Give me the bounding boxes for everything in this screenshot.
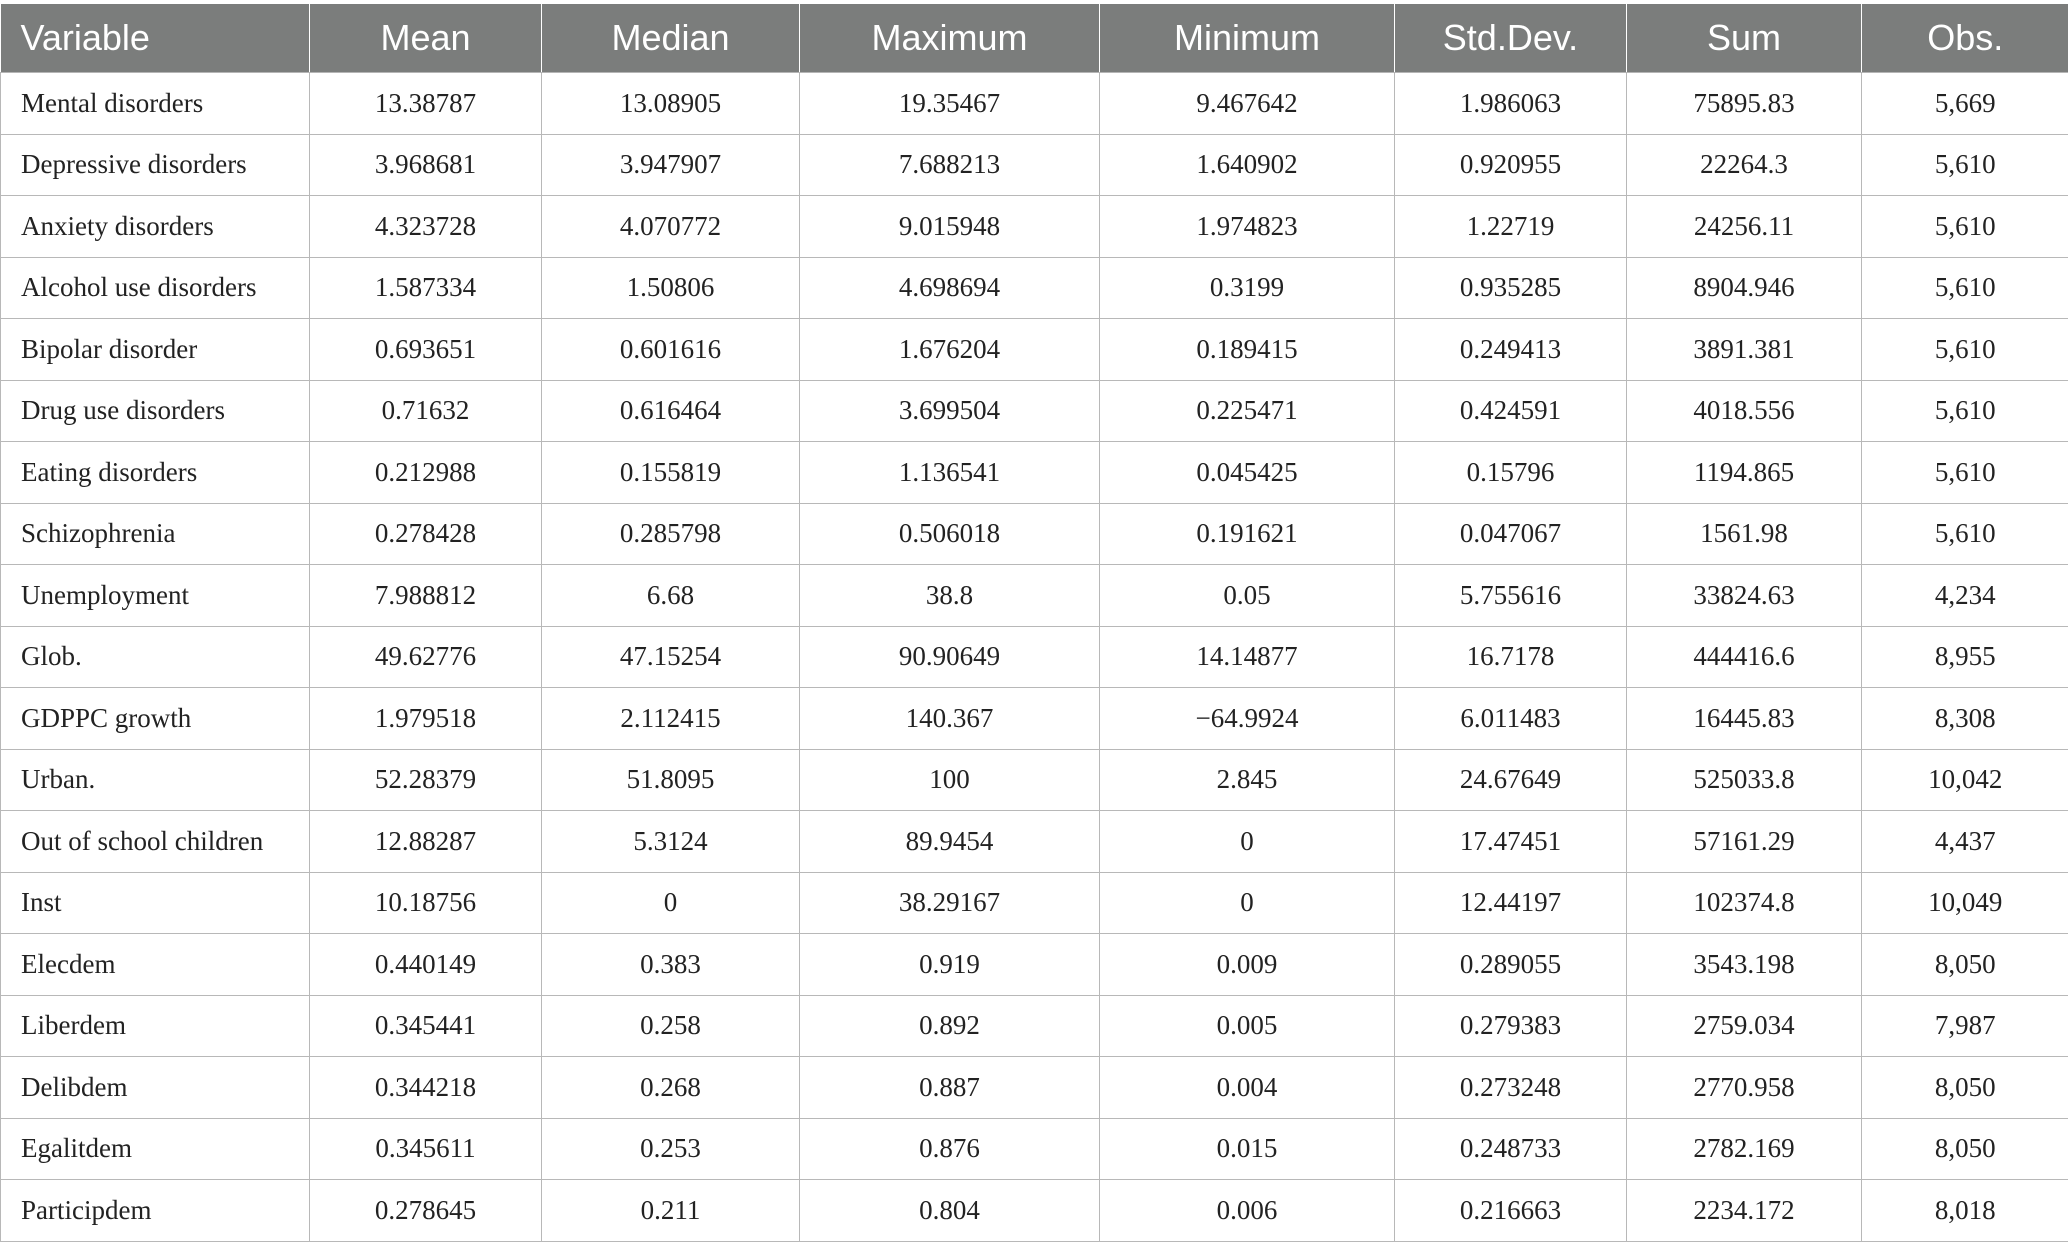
cell-std-dev: 0.047067 bbox=[1395, 503, 1627, 565]
cell-std-dev: 0.273248 bbox=[1395, 1057, 1627, 1119]
column-header-sum: Sum bbox=[1627, 4, 1862, 73]
cell-std-dev: 0.15796 bbox=[1395, 442, 1627, 504]
cell-median: 6.68 bbox=[542, 565, 800, 627]
row-label: Mental disorders bbox=[1, 73, 310, 135]
cell-obs: 5,610 bbox=[1862, 442, 2068, 504]
cell-mean: 10.18756 bbox=[310, 872, 542, 934]
column-header-median: Median bbox=[542, 4, 800, 73]
cell-std-dev: 0.216663 bbox=[1395, 1180, 1627, 1242]
cell-obs: 4,234 bbox=[1862, 565, 2068, 627]
cell-maximum: 9.015948 bbox=[800, 196, 1100, 258]
cell-obs: 5,610 bbox=[1862, 196, 2068, 258]
cell-mean: 7.988812 bbox=[310, 565, 542, 627]
table-row bbox=[1, 872, 2068, 934]
cell-median: 0.285798 bbox=[542, 503, 800, 565]
table-row bbox=[1, 688, 2068, 750]
cell-maximum: 140.367 bbox=[800, 688, 1100, 750]
cell-sum: 2234.172 bbox=[1627, 1180, 1862, 1242]
cell-median: 0.155819 bbox=[542, 442, 800, 504]
table-row bbox=[1, 73, 2068, 135]
cell-mean: 1.979518 bbox=[310, 688, 542, 750]
cell-minimum: −64.9924 bbox=[1100, 688, 1395, 750]
cell-median: 0.601616 bbox=[542, 319, 800, 381]
row-label: Liberdem bbox=[1, 995, 310, 1057]
cell-mean: 0.345441 bbox=[310, 995, 542, 1057]
cell-mean: 4.323728 bbox=[310, 196, 542, 258]
cell-minimum: 1.974823 bbox=[1100, 196, 1395, 258]
cell-std-dev: 0.249413 bbox=[1395, 319, 1627, 381]
row-label: Eating disorders bbox=[1, 442, 310, 504]
cell-mean: 0.693651 bbox=[310, 319, 542, 381]
table-row bbox=[1, 442, 2068, 504]
cell-minimum: 14.14877 bbox=[1100, 626, 1395, 688]
cell-mean: 13.38787 bbox=[310, 73, 542, 135]
descriptive-statistics-table bbox=[0, 4, 2068, 1242]
cell-median: 0.616464 bbox=[542, 380, 800, 442]
cell-maximum: 0.506018 bbox=[800, 503, 1100, 565]
table-row bbox=[1, 995, 2068, 1057]
cell-sum: 2759.034 bbox=[1627, 995, 1862, 1057]
cell-median: 0.268 bbox=[542, 1057, 800, 1119]
cell-sum: 57161.29 bbox=[1627, 811, 1862, 873]
cell-median: 0.211 bbox=[542, 1180, 800, 1242]
cell-sum: 4018.556 bbox=[1627, 380, 1862, 442]
row-label: Alcohol use disorders bbox=[1, 257, 310, 319]
cell-std-dev: 0.920955 bbox=[1395, 134, 1627, 196]
cell-maximum: 0.919 bbox=[800, 934, 1100, 996]
cell-obs: 8,050 bbox=[1862, 1118, 2068, 1180]
row-label: Elecdem bbox=[1, 934, 310, 996]
cell-std-dev: 17.47451 bbox=[1395, 811, 1627, 873]
cell-sum: 2770.958 bbox=[1627, 1057, 1862, 1119]
table-row bbox=[1, 811, 2068, 873]
cell-median: 0.258 bbox=[542, 995, 800, 1057]
cell-minimum: 0.005 bbox=[1100, 995, 1395, 1057]
cell-obs: 7,987 bbox=[1862, 995, 2068, 1057]
cell-obs: 5,610 bbox=[1862, 380, 2068, 442]
descriptive-statistics-table-container bbox=[0, 4, 2068, 1242]
cell-std-dev: 0.424591 bbox=[1395, 380, 1627, 442]
cell-minimum: 0 bbox=[1100, 811, 1395, 873]
column-header-minimum: Minimum bbox=[1100, 4, 1395, 73]
table-row bbox=[1, 380, 2068, 442]
cell-median: 47.15254 bbox=[542, 626, 800, 688]
cell-minimum: 1.640902 bbox=[1100, 134, 1395, 196]
cell-maximum: 1.676204 bbox=[800, 319, 1100, 381]
cell-minimum: 2.845 bbox=[1100, 749, 1395, 811]
table-row bbox=[1, 1118, 2068, 1180]
cell-sum: 444416.6 bbox=[1627, 626, 1862, 688]
cell-obs: 5,610 bbox=[1862, 503, 2068, 565]
cell-median: 0 bbox=[542, 872, 800, 934]
row-label: GDPPC growth bbox=[1, 688, 310, 750]
cell-minimum: 0.015 bbox=[1100, 1118, 1395, 1180]
cell-obs: 5,610 bbox=[1862, 257, 2068, 319]
column-header-obs: Obs. bbox=[1862, 4, 2068, 73]
cell-minimum: 0.009 bbox=[1100, 934, 1395, 996]
cell-maximum: 19.35467 bbox=[800, 73, 1100, 135]
cell-obs: 10,049 bbox=[1862, 872, 2068, 934]
cell-minimum: 0.225471 bbox=[1100, 380, 1395, 442]
cell-std-dev: 1.22719 bbox=[1395, 196, 1627, 258]
cell-obs: 8,308 bbox=[1862, 688, 2068, 750]
cell-sum: 2782.169 bbox=[1627, 1118, 1862, 1180]
table-row bbox=[1, 503, 2068, 565]
cell-std-dev: 1.986063 bbox=[1395, 73, 1627, 135]
cell-std-dev: 0.935285 bbox=[1395, 257, 1627, 319]
table-row bbox=[1, 1057, 2068, 1119]
cell-obs: 5,610 bbox=[1862, 134, 2068, 196]
row-label: Unemployment bbox=[1, 565, 310, 627]
column-header-variable: Variable bbox=[1, 4, 310, 73]
cell-maximum: 0.892 bbox=[800, 995, 1100, 1057]
cell-mean: 1.587334 bbox=[310, 257, 542, 319]
table-row bbox=[1, 934, 2068, 996]
table-row bbox=[1, 196, 2068, 258]
cell-obs: 8,955 bbox=[1862, 626, 2068, 688]
cell-maximum: 0.887 bbox=[800, 1057, 1100, 1119]
row-label: Glob. bbox=[1, 626, 310, 688]
cell-sum: 8904.946 bbox=[1627, 257, 1862, 319]
cell-obs: 5,669 bbox=[1862, 73, 2068, 135]
cell-mean: 0.345611 bbox=[310, 1118, 542, 1180]
cell-median: 0.253 bbox=[542, 1118, 800, 1180]
cell-std-dev: 5.755616 bbox=[1395, 565, 1627, 627]
row-label: Depressive disorders bbox=[1, 134, 310, 196]
cell-mean: 0.440149 bbox=[310, 934, 542, 996]
table-row bbox=[1, 626, 2068, 688]
cell-std-dev: 12.44197 bbox=[1395, 872, 1627, 934]
table-body bbox=[1, 73, 2068, 1242]
cell-mean: 0.344218 bbox=[310, 1057, 542, 1119]
cell-sum: 1194.865 bbox=[1627, 442, 1862, 504]
cell-maximum: 4.698694 bbox=[800, 257, 1100, 319]
column-header-std-dev: Std.Dev. bbox=[1395, 4, 1627, 73]
cell-sum: 22264.3 bbox=[1627, 134, 1862, 196]
cell-sum: 102374.8 bbox=[1627, 872, 1862, 934]
row-label: Inst bbox=[1, 872, 310, 934]
cell-obs: 10,042 bbox=[1862, 749, 2068, 811]
cell-mean: 3.968681 bbox=[310, 134, 542, 196]
cell-mean: 0.71632 bbox=[310, 380, 542, 442]
row-label: Egalitdem bbox=[1, 1118, 310, 1180]
cell-obs: 8,050 bbox=[1862, 934, 2068, 996]
table-row bbox=[1, 257, 2068, 319]
row-label: Bipolar disorder bbox=[1, 319, 310, 381]
cell-mean: 0.278645 bbox=[310, 1180, 542, 1242]
cell-minimum: 9.467642 bbox=[1100, 73, 1395, 135]
table-row bbox=[1, 1180, 2068, 1242]
cell-sum: 3543.198 bbox=[1627, 934, 1862, 996]
cell-median: 2.112415 bbox=[542, 688, 800, 750]
cell-mean: 52.28379 bbox=[310, 749, 542, 811]
cell-minimum: 0.045425 bbox=[1100, 442, 1395, 504]
cell-obs: 8,050 bbox=[1862, 1057, 2068, 1119]
cell-median: 0.383 bbox=[542, 934, 800, 996]
cell-minimum: 0 bbox=[1100, 872, 1395, 934]
cell-sum: 525033.8 bbox=[1627, 749, 1862, 811]
cell-maximum: 38.29167 bbox=[800, 872, 1100, 934]
table-row bbox=[1, 565, 2068, 627]
header-row bbox=[1, 4, 2068, 73]
table-row bbox=[1, 749, 2068, 811]
cell-maximum: 90.90649 bbox=[800, 626, 1100, 688]
cell-sum: 16445.83 bbox=[1627, 688, 1862, 750]
cell-minimum: 0.3199 bbox=[1100, 257, 1395, 319]
cell-sum: 75895.83 bbox=[1627, 73, 1862, 135]
cell-median: 4.070772 bbox=[542, 196, 800, 258]
cell-obs: 5,610 bbox=[1862, 319, 2068, 381]
cell-minimum: 0.189415 bbox=[1100, 319, 1395, 381]
cell-maximum: 89.9454 bbox=[800, 811, 1100, 873]
cell-obs: 4,437 bbox=[1862, 811, 2068, 873]
cell-median: 13.08905 bbox=[542, 73, 800, 135]
cell-mean: 0.212988 bbox=[310, 442, 542, 504]
cell-std-dev: 6.011483 bbox=[1395, 688, 1627, 750]
cell-minimum: 0.191621 bbox=[1100, 503, 1395, 565]
cell-mean: 12.88287 bbox=[310, 811, 542, 873]
cell-maximum: 0.804 bbox=[800, 1180, 1100, 1242]
cell-mean: 0.278428 bbox=[310, 503, 542, 565]
table-row bbox=[1, 134, 2068, 196]
cell-median: 5.3124 bbox=[542, 811, 800, 873]
row-label: Delibdem bbox=[1, 1057, 310, 1119]
row-label: Out of school children bbox=[1, 811, 310, 873]
row-label: Urban. bbox=[1, 749, 310, 811]
cell-std-dev: 0.289055 bbox=[1395, 934, 1627, 996]
cell-std-dev: 16.7178 bbox=[1395, 626, 1627, 688]
row-label: Drug use disorders bbox=[1, 380, 310, 442]
cell-mean: 49.62776 bbox=[310, 626, 542, 688]
cell-std-dev: 0.248733 bbox=[1395, 1118, 1627, 1180]
cell-maximum: 1.136541 bbox=[800, 442, 1100, 504]
cell-minimum: 0.05 bbox=[1100, 565, 1395, 627]
column-header-mean: Mean bbox=[310, 4, 542, 73]
cell-obs: 8,018 bbox=[1862, 1180, 2068, 1242]
cell-maximum: 3.699504 bbox=[800, 380, 1100, 442]
cell-maximum: 38.8 bbox=[800, 565, 1100, 627]
cell-std-dev: 24.67649 bbox=[1395, 749, 1627, 811]
cell-sum: 24256.11 bbox=[1627, 196, 1862, 258]
cell-median: 51.8095 bbox=[542, 749, 800, 811]
row-label: Schizophrenia bbox=[1, 503, 310, 565]
cell-sum: 33824.63 bbox=[1627, 565, 1862, 627]
cell-std-dev: 0.279383 bbox=[1395, 995, 1627, 1057]
cell-maximum: 0.876 bbox=[800, 1118, 1100, 1180]
column-header-maximum: Maximum bbox=[800, 4, 1100, 73]
cell-median: 3.947907 bbox=[542, 134, 800, 196]
table-header bbox=[1, 4, 2068, 73]
cell-median: 1.50806 bbox=[542, 257, 800, 319]
cell-maximum: 7.688213 bbox=[800, 134, 1100, 196]
row-label: Anxiety disorders bbox=[1, 196, 310, 258]
cell-minimum: 0.006 bbox=[1100, 1180, 1395, 1242]
row-label: Participdem bbox=[1, 1180, 310, 1242]
cell-maximum: 100 bbox=[800, 749, 1100, 811]
cell-minimum: 0.004 bbox=[1100, 1057, 1395, 1119]
cell-sum: 1561.98 bbox=[1627, 503, 1862, 565]
table-row bbox=[1, 319, 2068, 381]
cell-sum: 3891.381 bbox=[1627, 319, 1862, 381]
